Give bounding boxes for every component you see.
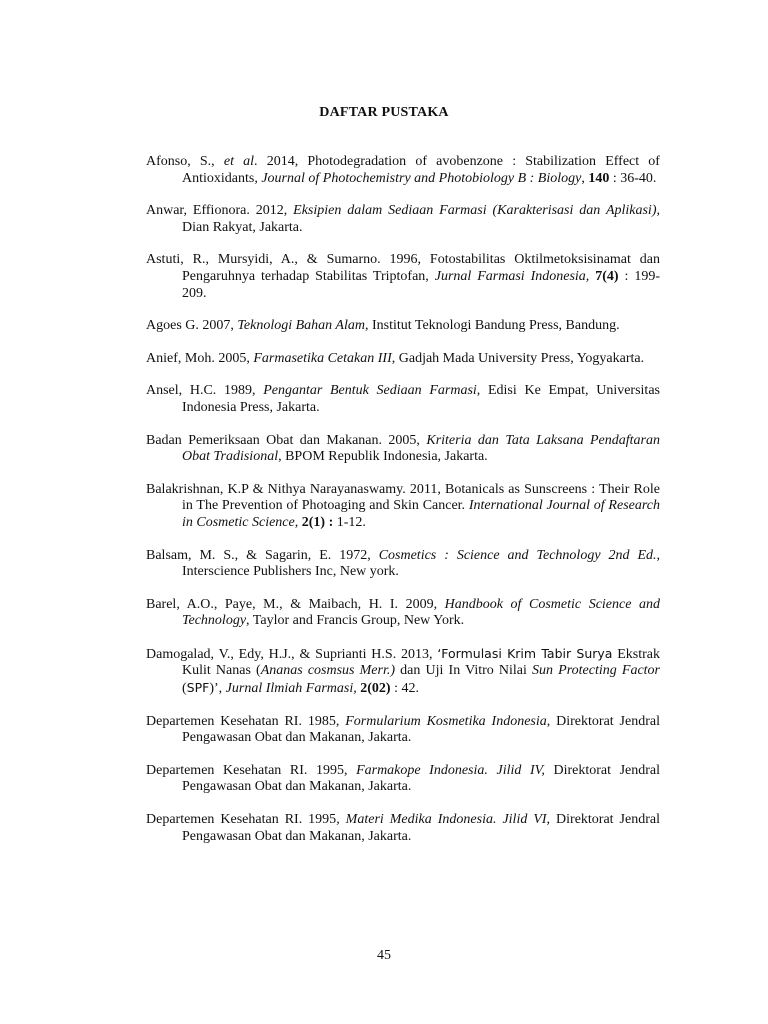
reference-text: Ansel, H.C. 1989, xyxy=(146,383,264,399)
reference-text: Dian Rakyat, Jakarta. xyxy=(182,219,303,235)
reference-text: , Institut Teknologi Bandung Press, Bandung. xyxy=(364,318,620,334)
reference-text: , BPOM Republik Indonesia, Jakarta. xyxy=(278,449,488,465)
reference-text: Journal of Photochemistry and Photobiology B : Biology xyxy=(261,170,582,186)
reference-text: , Taylor and Francis Group, New York. xyxy=(246,613,465,629)
reference-text: Afonso, S., xyxy=(146,154,224,169)
reference-entry xyxy=(146,154,660,187)
reference-text: , Direktorat Jendral Pengawasan Obat dan Makanan, Jakarta. xyxy=(182,812,660,844)
reference-text: )’, xyxy=(209,681,226,697)
reference-text: Ekstrak Kulit Nanas ( xyxy=(182,646,661,679)
reference-text: Farmakope Indonesia. Jilid IV, xyxy=(356,762,545,778)
reference-text: : 42. xyxy=(390,681,419,697)
reference-entry xyxy=(146,812,660,845)
reference-entry xyxy=(146,383,660,416)
reference-text: Astuti, R., Mursyidi, A., & Sumarno. 1996, Fotostabilitas Oktilmetoksisinamat dan Pengaruhnya terhadap Stabilitas Triptofan, xyxy=(146,252,660,284)
reference-text: Cosmetics : Science and Technology 2nd Ed. xyxy=(378,547,657,563)
reference-text: Handbook of Cosmetic Science and Technology xyxy=(182,596,660,629)
reference-text: Direktorat Jendral Pengawasan Obat dan Makanan, Jakarta. xyxy=(182,762,661,795)
reference-text: , xyxy=(581,170,589,186)
reference-text: Departemen Kesehatan RI. 1985, xyxy=(146,713,346,729)
reference-text: Kriteria dan Tata Laksana Pendaftaran Obat Tradisional xyxy=(182,432,660,465)
reference-text: Balakrishnan, K.P & Nithya Narayanaswamy. 2011, Botanicals as Sunscreens : Their Role in The Prevention of Photoaging and Skin Cancer. xyxy=(146,481,660,514)
reference-entry xyxy=(146,203,660,236)
reference-text: Damogalad, V., Edy, H.J., & Suprianti H.S. 2013, xyxy=(146,646,438,662)
reference-text: Balsam, M. S., & Sagarin, E. 1972, xyxy=(146,547,379,563)
reference-text: ( xyxy=(182,681,187,697)
reference-entry xyxy=(146,351,660,368)
reference-text: International Journal of Research in Cosmetic Science, xyxy=(182,498,660,530)
reference-text: . 2014, Photodegradation of avobenzone : Stabilization Effect of Antioxidants, xyxy=(182,154,660,186)
reference-text: Anwar, Effionora. 2012, xyxy=(146,203,294,219)
reference-text: Pengantar Bentuk Sediaan Farmasi xyxy=(263,383,477,399)
page-number: 45 xyxy=(377,948,391,963)
reference-text: 1-12. xyxy=(333,514,366,530)
reference-text: , Direktorat Jendral Pengawasan Obat dan Makanan, Jakarta. xyxy=(182,713,660,746)
reference-text: Agoes G. 2007, xyxy=(146,318,238,334)
page-title: DAFTAR PUSTAKA xyxy=(319,105,449,120)
reference-text: Jurnal Ilmiah Farmasi, xyxy=(225,681,357,697)
reference-text: 2(1) : xyxy=(301,514,334,530)
reference-entry xyxy=(146,318,660,335)
reference-text: 140 xyxy=(588,170,610,186)
reference-text: 2(02) xyxy=(360,681,391,697)
reference-text: Anief, Moh. 2005, xyxy=(146,350,254,366)
reference-entry xyxy=(146,482,660,532)
reference-text: Departemen Kesehatan RI. 1995, xyxy=(146,762,357,778)
reference-entry xyxy=(146,597,660,630)
reference-text: Jurnal Farmasi Indonesia, xyxy=(434,268,590,284)
reference-text: Farmasetika Cetakan III xyxy=(253,350,392,366)
reference-text: , Materi Medika Indonesia. Jilid VI xyxy=(336,812,547,828)
reference-text: Eksipien dalam Sediaan Farmasi (Karakterisasi dan Aplikasi), xyxy=(293,203,660,219)
reference-text: et al xyxy=(223,154,255,169)
reference-entry xyxy=(146,646,660,698)
reference-entry xyxy=(146,714,660,747)
reference-text: , Edisi Ke Empat, Universitas Indonesia Press, Jakarta. xyxy=(182,383,660,415)
reference-text: Sun Protecting Factor xyxy=(532,663,660,679)
reference-text: Departemen Kesehatan RI. 1995 xyxy=(146,812,337,828)
reference-list xyxy=(146,154,660,861)
reference-text: Formularium Kosmetika Indonesia xyxy=(345,713,547,729)
reference-text: Badan Pemeriksaan Obat dan Makanan. 2005, xyxy=(146,432,427,448)
reference-entry xyxy=(146,548,660,581)
reference-text: Barel, A.O., Paye, M., & Maibach, H. I. 2009, xyxy=(146,596,445,612)
reference-entry xyxy=(146,252,660,302)
reference-text: : 199-209. xyxy=(182,268,660,301)
reference-text: Teknologi Bahan Alam xyxy=(237,318,365,334)
reference-text: , Interscience Publishers Inc, New york. xyxy=(182,547,661,580)
reference-text: , Gadjah Mada University Press, Yogyakarta. xyxy=(391,350,645,366)
reference-text: dan Uji In Vitro Nilai xyxy=(395,663,533,679)
reference-text: Ananas cosmsus Merr.) xyxy=(260,663,396,679)
reference-text: ‘Formulasi Krim Tabir Surya xyxy=(437,645,613,661)
reference-text: SPF xyxy=(186,680,210,696)
reference-entry xyxy=(146,763,660,796)
reference-entry xyxy=(146,433,660,466)
reference-text: : 36-40. xyxy=(609,170,657,186)
reference-text: 7(4) xyxy=(595,268,619,284)
